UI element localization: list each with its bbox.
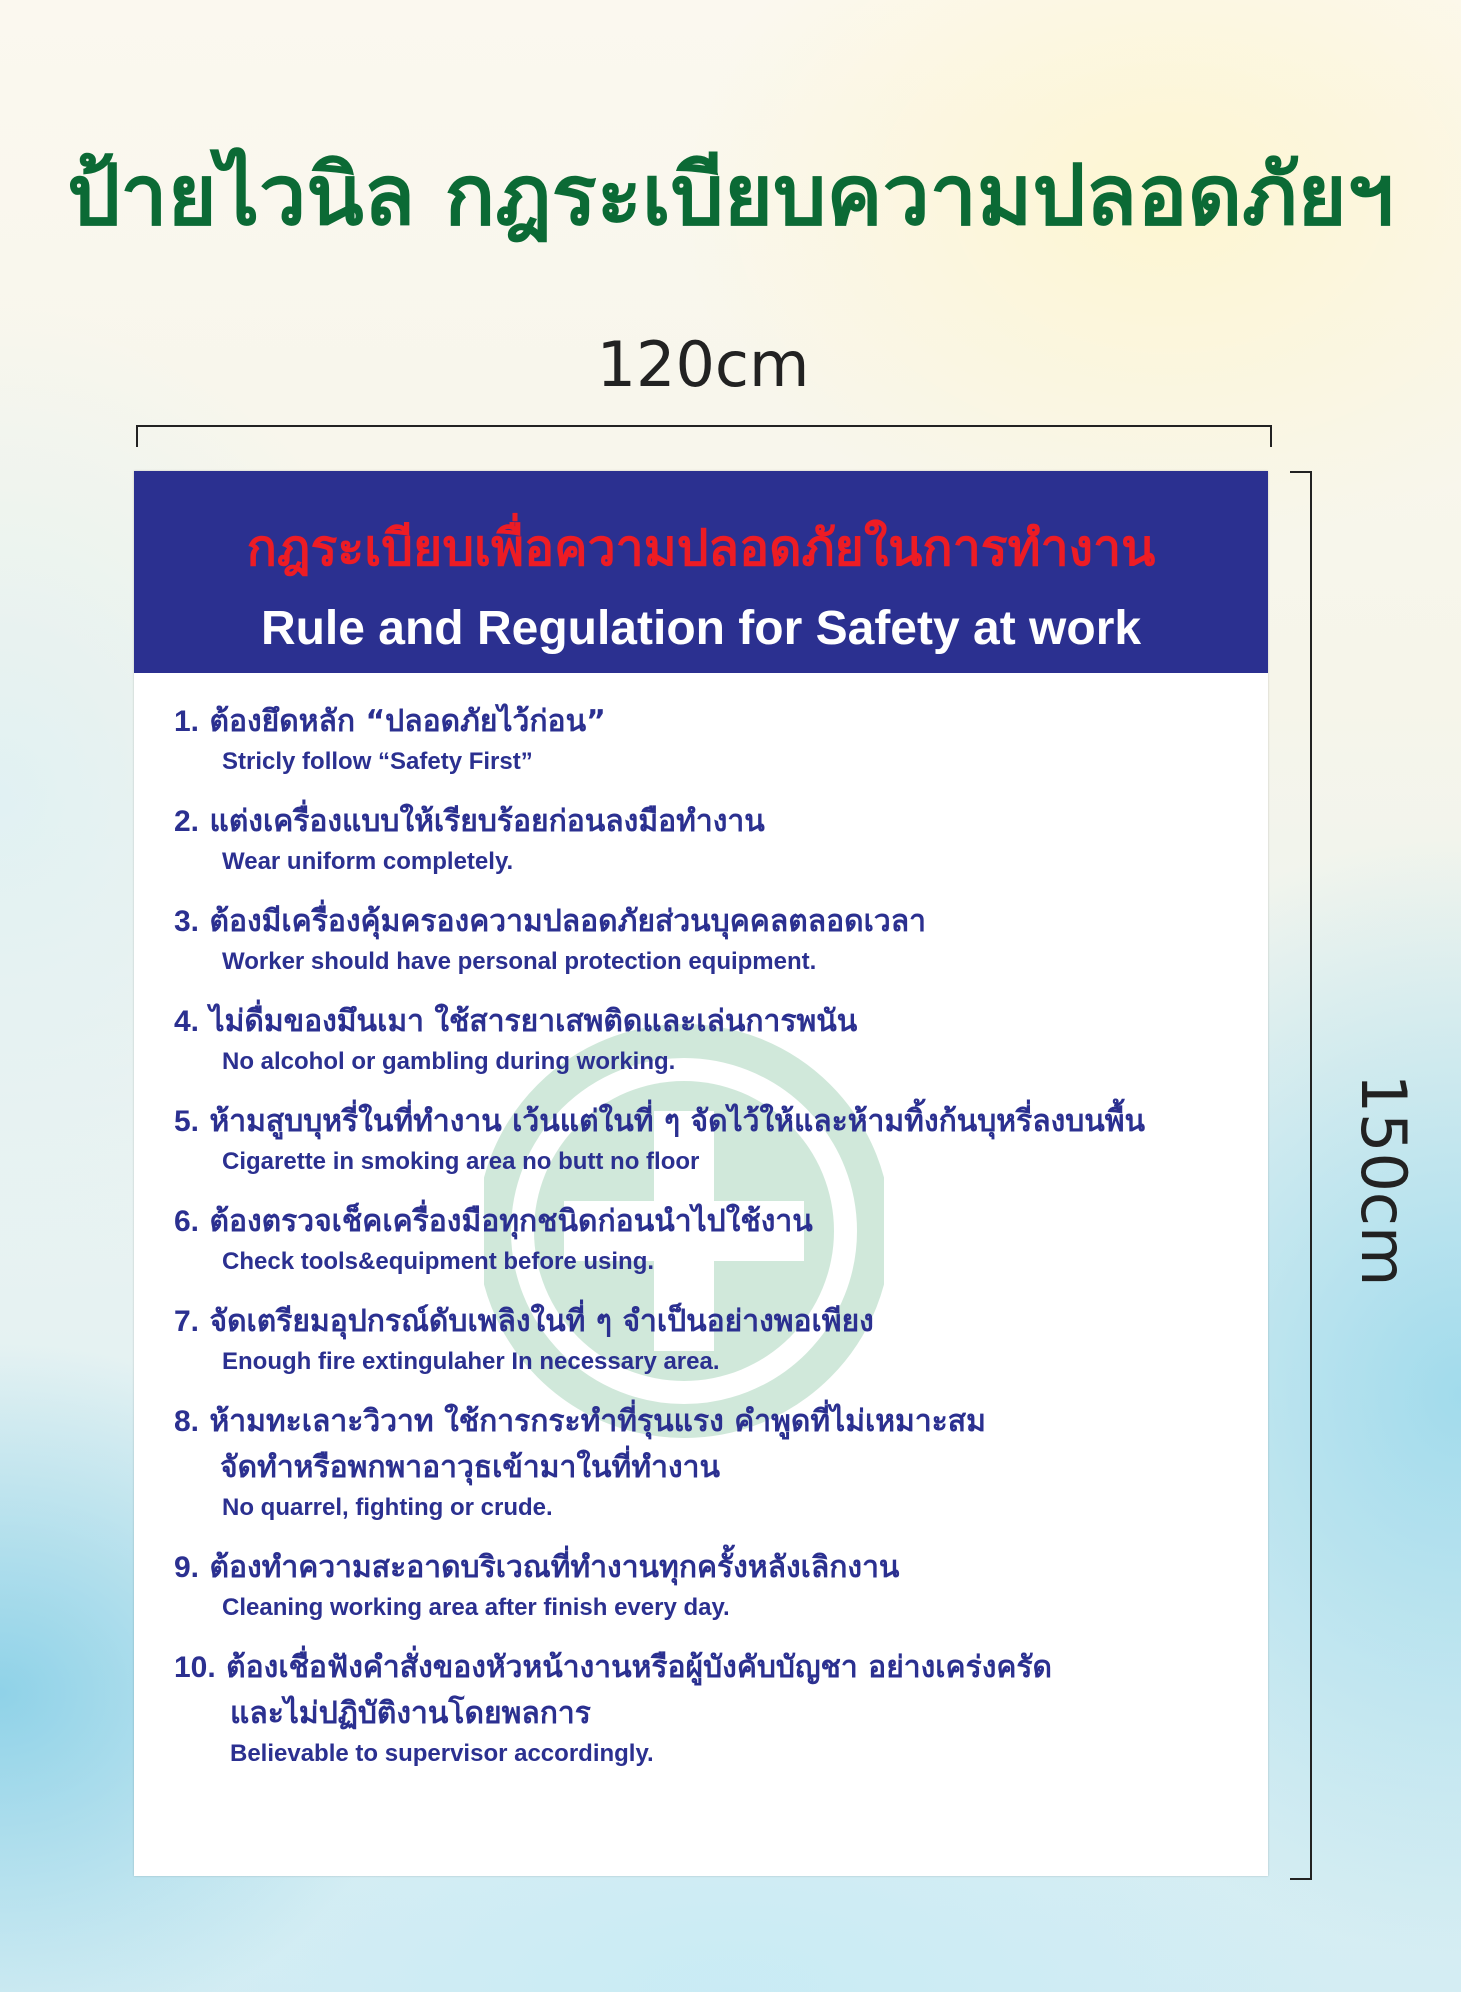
rule-item xyxy=(174,699,1254,779)
rule-thai xyxy=(174,1299,1254,1345)
rule-item xyxy=(174,899,1254,979)
sign-header xyxy=(134,471,1268,673)
rule-thai-continuation: จัดทำหรือพกพาอาวุธเข้ามาในที่ทำงาน xyxy=(220,1450,720,1485)
rule-thai xyxy=(174,1199,1254,1245)
rule-item xyxy=(174,1645,1254,1771)
rule-thai-text: ต้องตรวจเช็คเครื่องมือทุกชนิดก่อนนำไปใช้งาน xyxy=(209,1204,813,1239)
rule-number: 7. xyxy=(174,1305,200,1338)
rule-thai-text: ต้องเชื่อฟังคำสั่งของหัวหน้างานหรือผู้บังคับบัญชา อย่างเคร่งครัด xyxy=(226,1650,1053,1685)
rule-thai-text: ไม่ดื่มของมึนเมา ใช้สารยาเสพติดและเล่นการพนัน xyxy=(209,1004,858,1039)
rule-thai xyxy=(174,799,1254,845)
rule-english: Check tools&equipment before using. xyxy=(222,1248,655,1275)
rule-thai xyxy=(174,1399,1254,1445)
rule-number: 5. xyxy=(174,1105,200,1138)
rule-thai-text: ต้องยึดหลัก “ปลอดภัยไว้ก่อน” xyxy=(209,704,606,739)
rule-english: No alcohol or gambling during working. xyxy=(222,1048,676,1075)
rule-thai-text: แต่งเครื่องแบบให้เรียบร้อยก่อนลงมือทำงาน xyxy=(209,804,765,839)
rules-list xyxy=(174,699,1254,1791)
rule-thai xyxy=(174,1099,1254,1145)
rule-english: No quarrel, fighting or crude. xyxy=(222,1494,553,1521)
rule-thai xyxy=(174,699,1254,745)
rule-item xyxy=(174,1399,1254,1525)
width-dimension-label: 120cm xyxy=(596,328,810,401)
rule-thai xyxy=(174,1545,1254,1591)
rule-number: 8. xyxy=(174,1405,200,1438)
rule-item xyxy=(174,1545,1254,1625)
sign-title-thai: กฎระเบียบเพื่อความปลอดภัยในการทำงาน xyxy=(246,519,1156,577)
rule-english: Wear uniform completely. xyxy=(222,848,514,875)
sign-title-english: Rule and Regulation for Safety at work xyxy=(260,602,1142,655)
rule-thai xyxy=(174,999,1254,1045)
rule-item xyxy=(174,1199,1254,1279)
rule-english: Stricly follow “Safety First” xyxy=(222,748,533,775)
rule-item xyxy=(174,799,1254,879)
height-dimension-label: 150cm xyxy=(1347,1073,1420,1287)
safety-sign xyxy=(134,471,1268,1876)
rule-thai-text: จัดเตรียมอุปกรณ์ดับเพลิงในที่ ๆ จำเป็นอย่างพอเพียง xyxy=(209,1304,874,1339)
rule-thai-text: ต้องมีเครื่องคุ้มครองความปลอดภัยส่วนบุคคลตลอดเวลา xyxy=(209,904,926,939)
rule-number: 6. xyxy=(174,1205,200,1238)
rule-thai-continuation: และไม่ปฏิบัติงานโดยพลการ xyxy=(230,1696,591,1731)
rule-item xyxy=(174,999,1254,1079)
page-title: ป้ายไวนิล กฎระเบียบความปลอดภัยฯ xyxy=(67,146,1394,244)
rule-number: 1. xyxy=(174,705,200,738)
rule-thai-text: ห้ามทะเลาะวิวาท ใช้การกระทำที่รุนแรง คำพูดที่ไม่เหมาะสม xyxy=(209,1404,986,1439)
width-dimension-line xyxy=(136,425,1272,447)
rule-thai-text: ต้องทำความสะอาดบริเวณที่ทำงานทุกครั้งหลังเลิกงาน xyxy=(209,1550,900,1585)
rule-english: Cigarette in smoking area no butt no floor xyxy=(222,1148,700,1175)
rule-english: Worker should have personal protection equipment. xyxy=(222,948,817,975)
rule-number: 10. xyxy=(174,1651,216,1684)
rule-english: Believable to supervisor accordingly. xyxy=(230,1740,654,1767)
rule-english: Enough fire extingulaher In necessary area. xyxy=(222,1348,720,1375)
rule-number: 4. xyxy=(174,1005,200,1038)
rule-item xyxy=(174,1299,1254,1379)
rule-item xyxy=(174,1099,1254,1179)
rule-number: 2. xyxy=(174,805,200,838)
rule-thai xyxy=(174,899,1254,945)
rule-number: 3. xyxy=(174,905,200,938)
height-dimension-line xyxy=(1290,471,1312,1880)
rule-thai-text: ห้ามสูบบุหรี่ในที่ทำงาน เว้นแต่ในที่ ๆ จัดไว้ให้และห้ามทิ้งก้นบุหรี่ลงบนพื้น xyxy=(209,1104,1146,1139)
rule-english: Cleaning working area after finish every day. xyxy=(222,1594,730,1621)
rule-number: 9. xyxy=(174,1551,200,1584)
rule-thai xyxy=(174,1645,1254,1691)
